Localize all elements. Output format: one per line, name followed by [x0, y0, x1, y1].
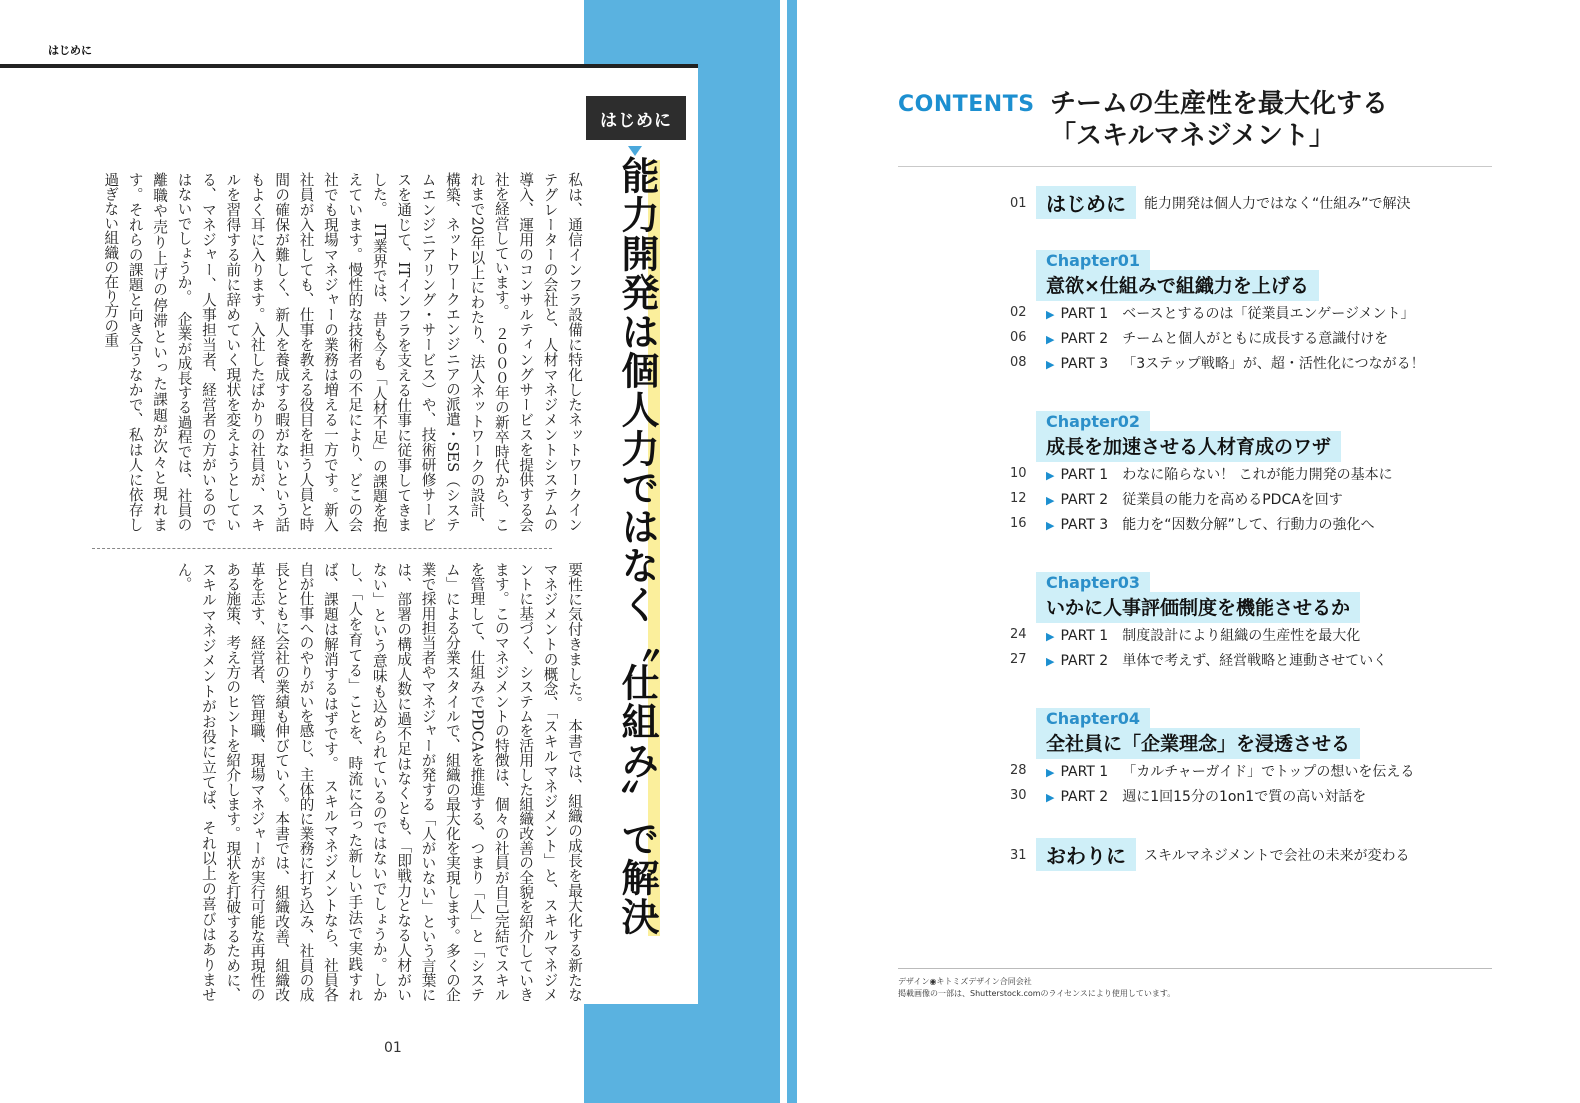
running-head: はじめに — [48, 44, 92, 57]
play-triangle-icon: ▶ — [1046, 358, 1055, 371]
play-triangle-icon: ▶ — [1046, 308, 1055, 321]
chapter-title[interactable]: 成長を加速させる人材育成のワザ — [1036, 431, 1341, 462]
part-label: PART 2 — [1060, 331, 1109, 347]
toc-page-number: 28 — [1010, 763, 1027, 778]
toc-part-entry[interactable] — [1046, 328, 1388, 348]
toc-page-number: 10 — [1010, 466, 1027, 481]
chapter-title[interactable]: 意欲×仕組みで組織力を上げる — [1036, 270, 1319, 301]
part-title: 制度設計により組織の生産性を最大化 — [1122, 628, 1361, 644]
toc-part-entry[interactable] — [1046, 625, 1360, 645]
part-label: PART 3 — [1060, 356, 1109, 372]
toc-page-number: 30 — [1010, 788, 1027, 803]
triangle-marker-icon — [628, 146, 642, 156]
chapter-title[interactable]: 全社員に「企業理念」を浸透させる — [1036, 728, 1360, 759]
book-title-line-1: チームの生産性を最大化する — [1050, 89, 1389, 119]
toc-page-number: 02 — [1010, 305, 1027, 320]
toc-part-entry[interactable] — [1046, 353, 1425, 373]
toc-part-entry[interactable] — [1046, 786, 1366, 806]
toc-intro-entry[interactable] — [1036, 186, 1411, 219]
part-label: PART 2 — [1060, 492, 1109, 508]
play-triangle-icon: ▶ — [1046, 494, 1055, 507]
chapter-tag: Chapter04 — [1036, 708, 1150, 729]
contents-label: CONTENTS — [898, 92, 1035, 117]
part-label: PART 3 — [1060, 517, 1109, 533]
toc-page-number: 01 — [1010, 196, 1027, 211]
header-rule — [0, 64, 698, 68]
part-label: PART 2 — [1060, 653, 1109, 669]
credit-design: デザイン◉キトミズデザイン合同会社 — [898, 977, 1032, 986]
toc-part-entry[interactable] — [1046, 303, 1415, 323]
part-title: 能力を“因数分解”して、行動力の強化へ — [1122, 517, 1375, 533]
toc-part-entry[interactable] — [1046, 650, 1387, 670]
part-title: 従業員の能力を高めるPDCAを回す — [1122, 492, 1343, 508]
title-rule — [898, 166, 1492, 167]
column-divider — [92, 548, 552, 549]
book-title — [1050, 88, 1388, 152]
footer-rule — [898, 968, 1492, 969]
part-title: 「3ステップ戦略」が、超・活性化につながる！ — [1122, 356, 1425, 372]
chapter-title[interactable]: いかに人事評価制度を機能させるか — [1036, 592, 1360, 623]
toc-part-entry[interactable] — [1046, 761, 1414, 781]
toc-part-entry[interactable] — [1046, 489, 1343, 509]
part-label: PART 1 — [1060, 628, 1109, 644]
toc-page-number: 06 — [1010, 330, 1027, 345]
chapter-tag: Chapter03 — [1036, 572, 1150, 593]
toc-intro-label: はじめに — [1036, 186, 1136, 219]
toc-outro-label: おわりに — [1036, 838, 1136, 871]
section-badge: はじめに — [586, 96, 686, 140]
toc-page-number: 12 — [1010, 491, 1027, 506]
credit-images: 掲載画像の一部は、Shutterstock.comのライセンスにより使用しています。 — [898, 989, 1176, 998]
play-triangle-icon: ▶ — [1046, 766, 1055, 779]
part-title: ベースとするのは「従業員エンゲージメント」 — [1122, 306, 1415, 322]
toc-outro-entry[interactable] — [1036, 838, 1409, 871]
toc-part-entry[interactable] — [1046, 464, 1393, 484]
play-triangle-icon: ▶ — [1046, 333, 1055, 346]
play-triangle-icon: ▶ — [1046, 469, 1055, 482]
part-label: PART 1 — [1060, 764, 1109, 780]
toc-part-entry[interactable] — [1046, 514, 1374, 534]
part-label: PART 2 — [1060, 789, 1109, 805]
toc-page-number: 16 — [1010, 516, 1027, 531]
toc-page-number: 27 — [1010, 652, 1027, 667]
play-triangle-icon: ▶ — [1046, 655, 1055, 668]
part-title: チームと個人がともに成長する意識付けを — [1122, 331, 1389, 347]
play-triangle-icon: ▶ — [1046, 630, 1055, 643]
body-text-lower: 要性に気付きました。 本書では、組織の成長を最大化する新たなマネジメントの概念、「スキルマネジメント」と、スキルマネジメントに基づく、システムを活用した組織改善の全貌を紹介していきます。このマネジメントの特徴は、個々の社員が自己完結でスキルを管理して、仕組みでPDCAを推進する、つまり「人」と「システム」による分業スタイルで、組織の最大化を実現します。多くの企業で採用担当者やマネジャーが発する「人がいない」という言葉には、部署の構成人数に過不足はなくとも、「即戦力となる人材がいない」という意味も込められているのではないでしょうか。しかし、「人を育てる」ことを、時流に合った新しい手法で実践すれば、課題は解消するはずです。 スキルマネジメントなら、社員各自が仕事へのやりがいを感じ、主体的に業務に打ち込み、社員の成長とともに会社の業績も伸びていく。本書では、組織改善、組織改革を志す、経営者、管理職、現場マネジャーが実行可能な再現性のある施策、考え方のヒントを紹介します。現状を打破するために、スキルマネジメントがお役に立てば、それ以上の喜びはありません。 — [175, 562, 583, 1002]
toc-intro-subtitle: 能力開発は個人力ではなく“仕組み”で解決 — [1144, 195, 1411, 212]
play-triangle-icon: ▶ — [1046, 519, 1055, 532]
credits — [898, 976, 1175, 1000]
part-title: 週に1回15分の1on1で質の高い対話を — [1122, 789, 1367, 805]
toc-page-number: 24 — [1010, 627, 1027, 642]
toc-page-number: 08 — [1010, 355, 1027, 370]
body-text-upper: 私は、通信インフラ設備に特化したネットワークインテグレーターの会社と、人材マネジメントシステムの導入、運用のコンサルティングサービスを提供する会社を経営しています。 ２０００年の新卒時代から、これまで20年以上にわたり、法人ネットワークの設計、構築、ネットワークエンジニアの派遣・SES（システムエンジニアリング・サービス）や、技術研修サービスを通じて、ITインフラを支える仕事に従事してきました。 IT業界では、昔も今も「人材不足」の課題を抱えています。慢性的な技術者の不足により、どこの会社でも現場マネジャーの業務は増える一方です。新入社員が入社しても、仕事を教える役目を担う人員と時間の確保が難しく、新人を養成する暇がないという話もよく耳に入ります。入社したばかりの社員が、スキルを習得する前に辞めていく現状を変えようとしている、マネジャー、人事担当者、経営者の方がいるのではないでしょうか。 企業が成長する過程では、社員の離職や売り上げの停滞といった課題が次々と現れます。それらの課題と向き合うなかで、私は人に依存し過ぎない組織の在り方の重 — [102, 172, 583, 532]
play-triangle-icon: ▶ — [1046, 791, 1055, 804]
part-title: 単体で考えず、経営戦略と連動させていく — [1122, 653, 1388, 669]
part-label: PART 1 — [1060, 306, 1109, 322]
toc-outro-subtitle: スキルマネジメントで会社の未来が変わる — [1144, 847, 1410, 864]
part-title: わなに陥らない！ これが能力開発の基本に — [1122, 467, 1393, 483]
book-title-line-2: 「スキルマネジメント」 — [1050, 121, 1335, 151]
blue-spine-stripe — [787, 0, 797, 1103]
chapter-tag: Chapter02 — [1036, 411, 1150, 432]
part-label: PART 1 — [1060, 467, 1109, 483]
toc-page-number: 31 — [1010, 848, 1027, 863]
page-number: 01 — [384, 1040, 402, 1056]
headline: 能力開発は個人力ではなく〝仕組み〟で解決 — [615, 156, 659, 936]
chapter-tag: Chapter01 — [1036, 250, 1150, 271]
part-title: 「カルチャーガイド」でトップの想いを伝える — [1122, 764, 1415, 780]
